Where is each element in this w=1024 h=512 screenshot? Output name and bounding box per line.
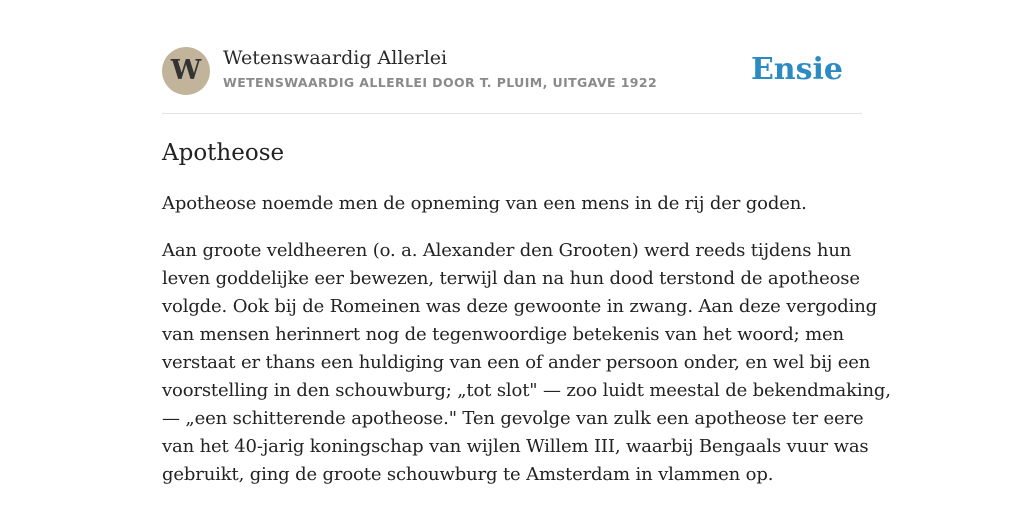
entry-title: Apotheose <box>162 140 285 166</box>
page <box>162 0 891 512</box>
paragraph-line: volgde. Ook bij de Romeinen was deze gewoonte in zwang. Aan deze vergoding <box>162 296 878 317</box>
paragraph-line: leven goddelijke eer bewezen, terwijl dan na hun dood terstond de apotheose <box>162 268 860 289</box>
paragraph-line: van het 40-jarig koningschap van wijlen Willem III, waarbij Bengaals vuur was <box>162 436 869 457</box>
header <box>162 46 862 96</box>
source-title[interactable]: Wetenswaardig Allerlei <box>223 47 448 69</box>
source-avatar[interactable]: W <box>162 47 210 95</box>
source-subtitle: WETENSWAARDIG ALLERLEI DOOR T. PLUIM, UITGAVE 1922 <box>223 75 658 90</box>
entry-paragraph-2 <box>162 237 891 489</box>
paragraph-line: — „een schitterende apotheose." Ten gevolge van zulk een apotheose ter eere <box>162 408 864 429</box>
paragraph-line: verstaat er thans een huldiging van een of ander persoon onder, en wel bij een <box>162 352 871 373</box>
paragraph-line: Aan groote veldheeren (o. a. Alexander den Grooten) werd reeds tijdens hun <box>162 240 852 261</box>
paragraph-line: gebruikt, ging de groote schouwburg te Amsterdam in vlammen op. <box>162 464 774 485</box>
paragraph-line: van mensen herinnert nog de tegenwoordige betekenis van het woord; men <box>162 324 844 345</box>
brand-logo-link[interactable]: Ensie <box>750 52 843 87</box>
header-divider <box>162 113 862 114</box>
entry-paragraph-1: Apotheose noemde men de opneming van een mens in de rij der goden. <box>162 193 807 214</box>
paragraph-line: voorstelling in den schouwburg; „tot slot" — zoo luidt meestal de bekendmaking, <box>162 380 891 401</box>
